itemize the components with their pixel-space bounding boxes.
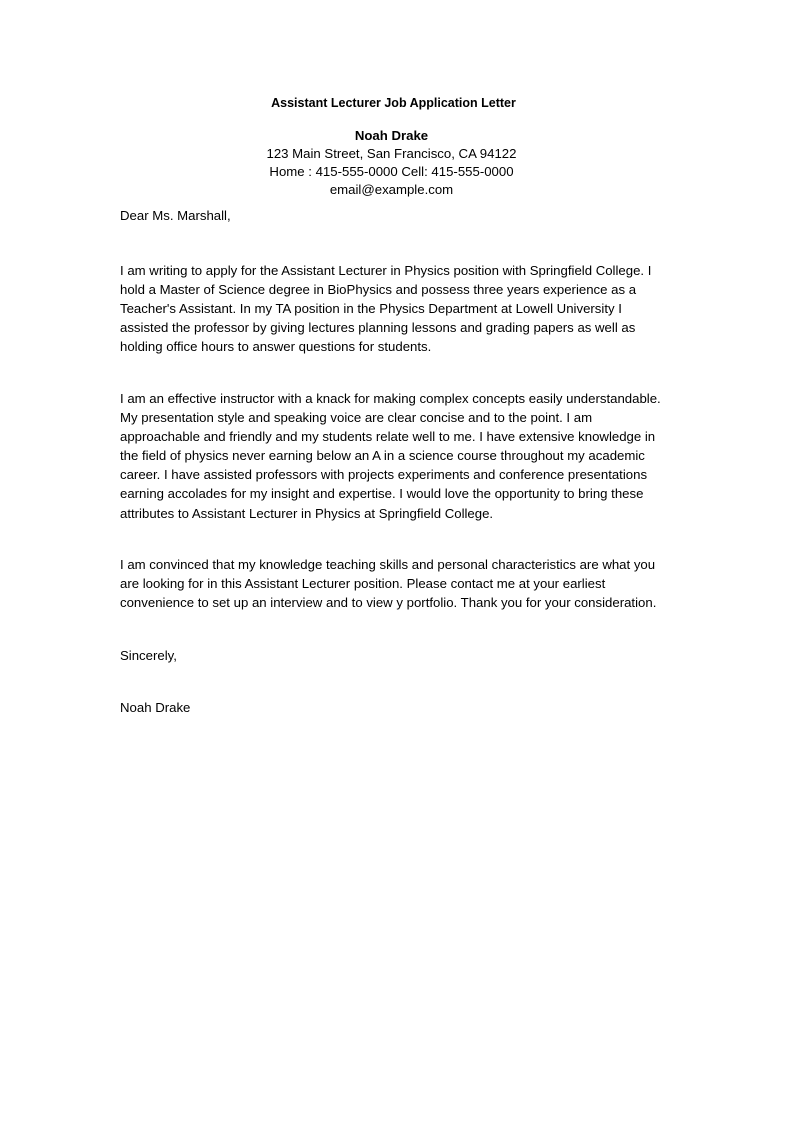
- paragraph-line: are looking for in this Assistant Lecturer position. Please contact me at your earliest: [120, 576, 606, 592]
- paragraph-line: I am convinced that my knowledge teaching skills and personal characteristics are what you: [120, 557, 656, 572]
- sender-address: 123 Main Street, San Francisco, CA 94122: [266, 146, 517, 161]
- sender-header: [0, 127, 783, 199]
- paragraph-line: convenience to set up an interview and to view y portfolio. Thank you for your consideration.: [120, 595, 657, 611]
- paragraph-line: the field of physics never earning below an A in a science course throughout my academic: [120, 448, 645, 464]
- sender-phones: Home : 415-555-0000 Cell: 415-555-0000: [269, 164, 514, 179]
- paragraph-line: attributes to Assistant Lecturer in Physics at Springfield College.: [120, 505, 494, 521]
- paragraph-2: [120, 389, 680, 523]
- paragraph-line: earning accolades for my insight and expertise. I would love the opportunity to bring these: [120, 486, 644, 502]
- paragraph-line: career. I have assisted professors with projects experiments and conference presentations: [120, 467, 648, 483]
- paragraph-line: I am an effective instructor with a knack for making complex concepts easily understandable.: [120, 391, 661, 406]
- paragraph-line: I am writing to apply for the Assistant Lecturer in Physics position with Springfield College. I: [120, 263, 652, 278]
- paragraph-line: holding office hours to answer questions for students.: [120, 339, 432, 355]
- paragraph-line: My presentation style and speaking voice are clear concise and to the point. I am: [120, 410, 593, 426]
- paragraph-3: [120, 555, 680, 612]
- sender-email: email@example.com: [329, 182, 454, 197]
- salutation: Dear Ms. Marshall,: [120, 208, 231, 223]
- paragraph-line: Teacher's Assistant. In my TA position in the Physics Department at Lowell University I: [120, 301, 622, 317]
- paragraph-line: assisted the professor by giving lectures planning lessons and grading papers as well as: [120, 320, 636, 336]
- paragraph-line: hold a Master of Science degree in BioPhysics and possess three years experience as a: [120, 282, 637, 298]
- closing: Sincerely,: [120, 648, 177, 663]
- paragraph-1: [120, 261, 680, 356]
- sender-name: Noah Drake: [354, 128, 429, 143]
- signature: Noah Drake: [120, 700, 191, 715]
- document-title: Assistant Lecturer Job Application Letter: [271, 96, 516, 110]
- paragraph-line: approachable and friendly and my students relate well to me. I have extensive knowledge in: [120, 429, 656, 445]
